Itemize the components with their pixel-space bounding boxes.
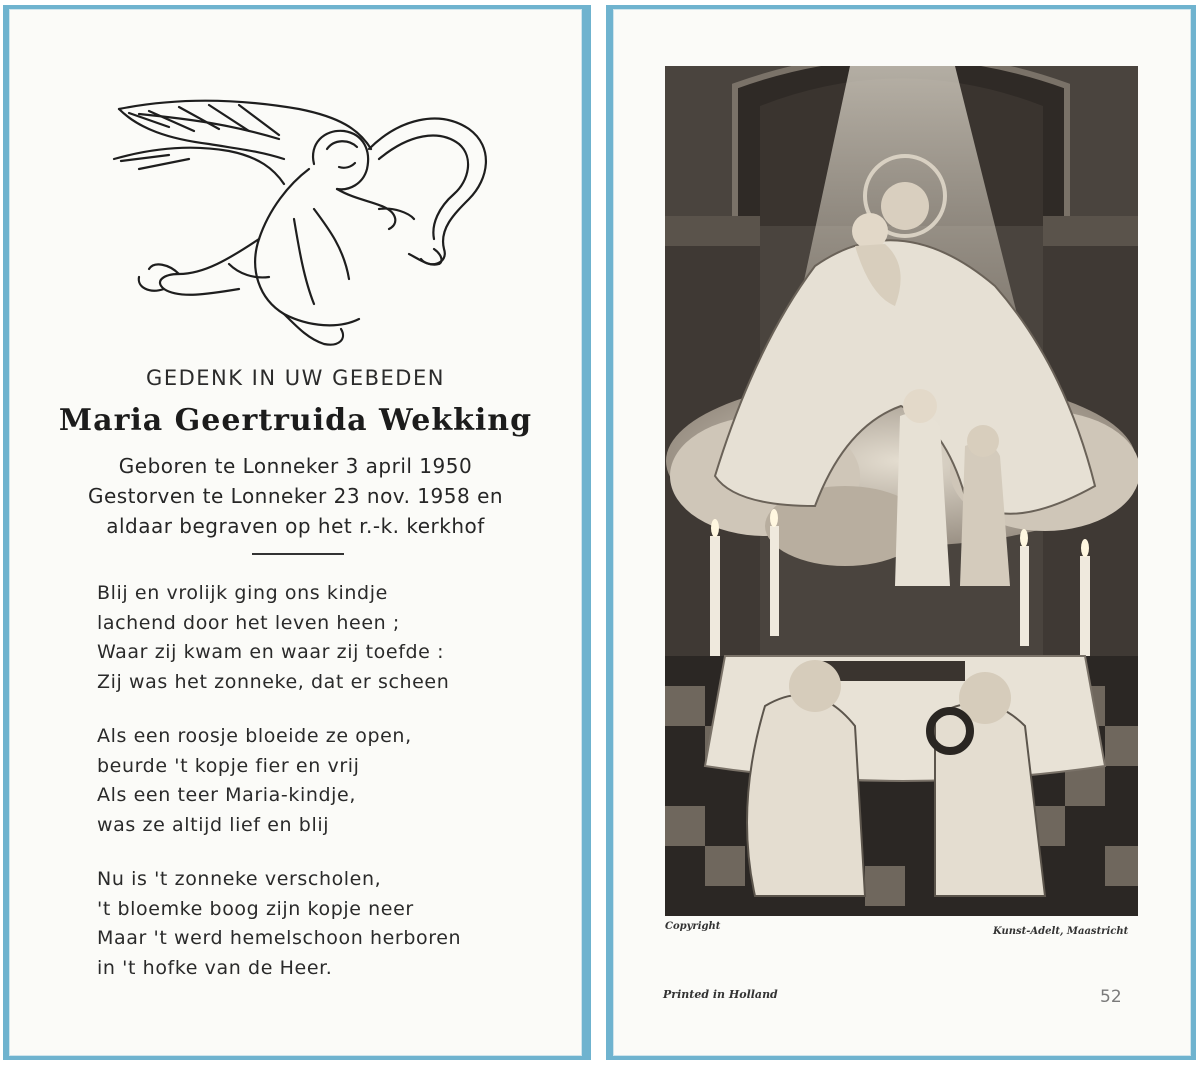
madonna-child-altar-angels-icon [665,66,1138,916]
poem-stanza-1 [97,579,567,697]
poem-line: Waar zij kwam en waar zij toefde : [97,641,445,663]
poem-stanza-3 [97,865,567,983]
publisher-label: Kunst-Adelt, Maastricht [993,926,1129,937]
praying-angel-icon [109,89,509,359]
card-number: 52 [1100,987,1122,1007]
copyright-label: Copyright [665,921,721,932]
poem-line: Maar 't werd hemelschoon herboren [97,927,462,949]
poem-line: Als een teer Maria-kindje, [97,784,356,806]
memorial-card-picture-side [606,5,1196,1060]
devotional-picture [665,66,1138,916]
poem-stanza-2 [97,722,567,840]
poem-line: beurde 't kopje fier en vrij [97,754,360,777]
poem-line: lachend door het leven heen ; [97,611,400,634]
poem-line: in 't hofke van de Heer. [97,956,333,979]
memorial-heading: GEDENK IN UW GEBEDEN [146,366,445,390]
burial-line: aldaar begraven op het r.-k. kerkhof [106,514,485,538]
death-line: Gestorven te Lonneker 23 nov. 1958 en [87,484,504,508]
poem-line: was ze altijd lief en blij [97,813,330,836]
birth-line: Geboren te Lonneker 3 april 1950 [118,454,473,478]
printed-in-label: Printed in Holland [663,988,778,1001]
deceased-name: Maria Geertruida Wekking [58,403,533,438]
poem-line: Blij en vrolijk ging ons kindje [97,582,388,604]
poem-line: Nu is 't zonneke verscholen, [97,868,382,890]
poem-line: Als een roosje bloeide ze open, [97,725,412,747]
poem-line: Zij was het zonneke, dat er scheen [97,670,450,693]
memorial-card-text-side [3,5,591,1060]
divider-rule [252,553,344,555]
poem-line: 't bloemke boog zijn kopje neer [97,897,414,920]
